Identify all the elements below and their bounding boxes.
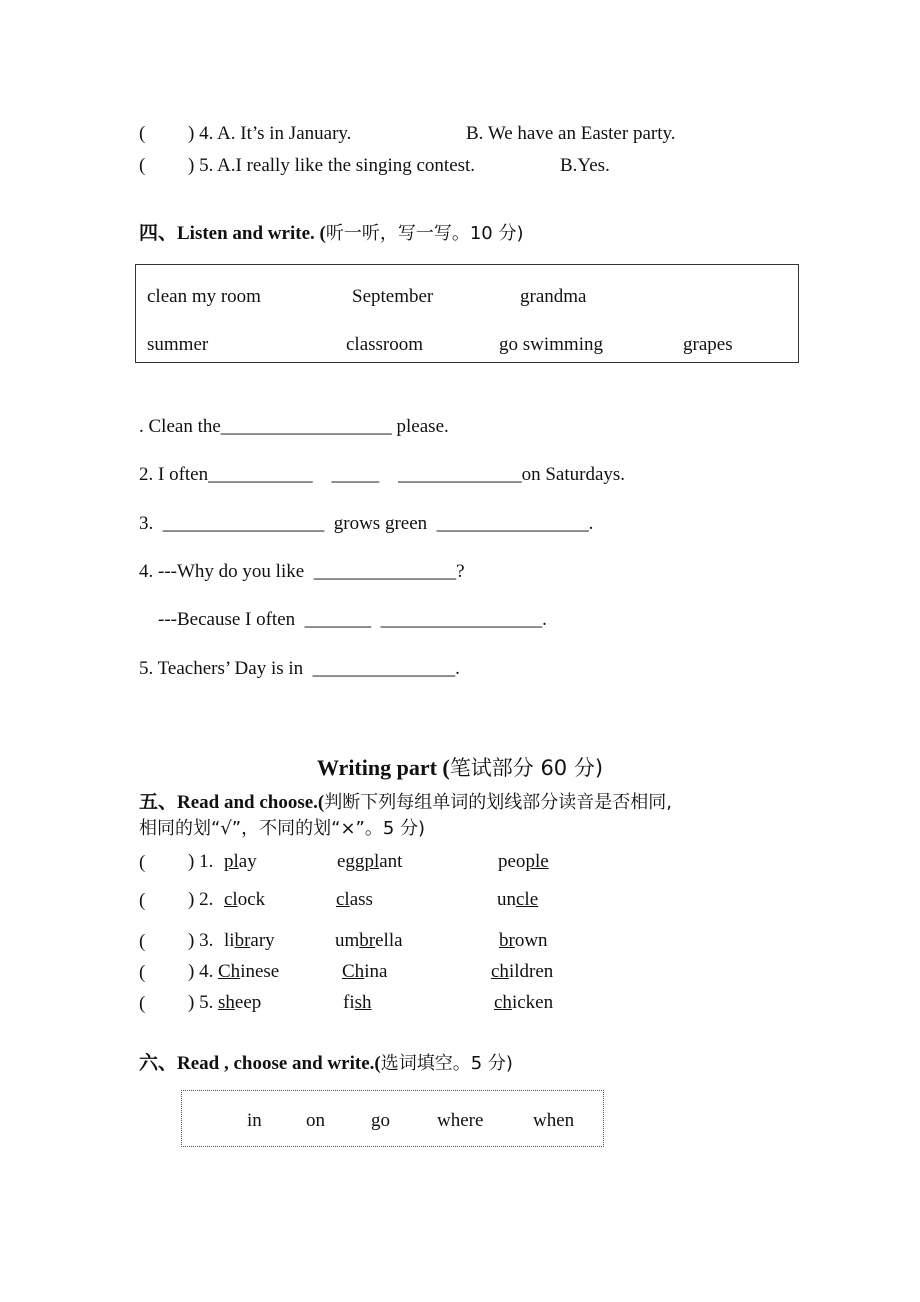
sentence-4: 4. ---Why do you like _______________? <box>139 561 465 582</box>
word-3: uncle <box>497 889 539 910</box>
word-bank-item: go swimming <box>499 334 603 355</box>
word-3: chicken <box>494 992 554 1013</box>
section5-heading-en: 五、Read and choose.( <box>139 792 325 813</box>
answer-paren: ( <box>139 993 146 1014</box>
word-1: library <box>224 930 275 951</box>
item-number: ) 3. <box>188 930 214 951</box>
word-2: class <box>336 889 373 910</box>
answer-paren: ( <box>139 890 146 911</box>
item-number: ) 1. <box>188 851 214 872</box>
word-3: brown <box>499 930 548 951</box>
word-bank-item: classroom <box>346 334 424 355</box>
word-1: Chinese <box>218 961 280 982</box>
word-bank-item: September <box>352 286 434 307</box>
answer-paren: ( <box>139 123 146 144</box>
choice-word: when <box>533 1110 575 1131</box>
section6-heading-en: 六、Read , choose and write.( <box>139 1053 381 1074</box>
word-bank-item: clean my room <box>147 286 261 307</box>
item-number: ) 5. <box>188 992 214 1013</box>
word-1: clock <box>224 889 266 910</box>
writing-title-en: Writing part ( <box>316 755 450 780</box>
word-2: umbrella <box>335 930 403 951</box>
item-number: ) 4. <box>188 961 214 982</box>
word-1: sheep <box>218 992 262 1013</box>
section6-heading-cn: 选词填空。5 分) <box>380 1053 513 1074</box>
choice-word: in <box>247 1110 262 1131</box>
word-3: children <box>491 961 554 982</box>
item-number: ) 2. <box>188 889 214 910</box>
sentence-2: 2. I often___________ _____ _____________on Saturdays. <box>139 464 626 485</box>
section4-heading <box>139 224 523 243</box>
word-2: fish <box>343 992 372 1013</box>
choice-word: on <box>306 1110 325 1131</box>
word-bank-item: grandma <box>520 286 587 307</box>
word-3: people <box>498 851 549 872</box>
option-5b: B.Yes. <box>560 155 610 176</box>
section6-heading <box>139 1054 513 1073</box>
sentence-5: 5. Teachers’ Day is in _______________. <box>139 658 460 679</box>
section5-heading <box>139 793 672 812</box>
section5-heading-cn: 判断下列每组单词的划线部分读音是否相同, <box>324 792 672 813</box>
word-2: eggplant <box>337 851 403 872</box>
sentence-4-answer: ---Because I often _______ _________________. <box>139 609 547 630</box>
sentence-3: 3. _________________ grows green ________________. <box>139 513 594 534</box>
word-bank-item: summer <box>147 334 209 355</box>
word-1: play <box>224 851 257 872</box>
word-2: China <box>342 961 388 982</box>
answer-paren: ( <box>139 852 146 873</box>
choice-word: go <box>371 1110 390 1131</box>
section5-heading-line2: 相同的划“√”，不同的划“×”。5 分) <box>139 818 426 839</box>
option-4b: B. We have an Easter party. <box>466 123 676 144</box>
section4-heading-en: 四、Listen and write. ( <box>139 223 326 244</box>
section4-heading-cn: 听一听，写一写。10 分) <box>325 223 524 244</box>
choice-word: where <box>437 1110 484 1131</box>
question-5: ) 5. A.I really like the singing contest. <box>188 155 476 176</box>
answer-paren: ( <box>139 962 146 983</box>
word-bank-item: grapes <box>683 334 733 355</box>
answer-paren: ( <box>139 155 146 176</box>
writing-part-title <box>0 752 920 782</box>
writing-title-cn: 笔试部分 60 分) <box>449 756 604 780</box>
question-4: ) 4. A. It’s in January. <box>188 123 352 144</box>
sentence-1: . Clean the__________________ please. <box>139 416 449 437</box>
answer-paren: ( <box>139 931 146 952</box>
